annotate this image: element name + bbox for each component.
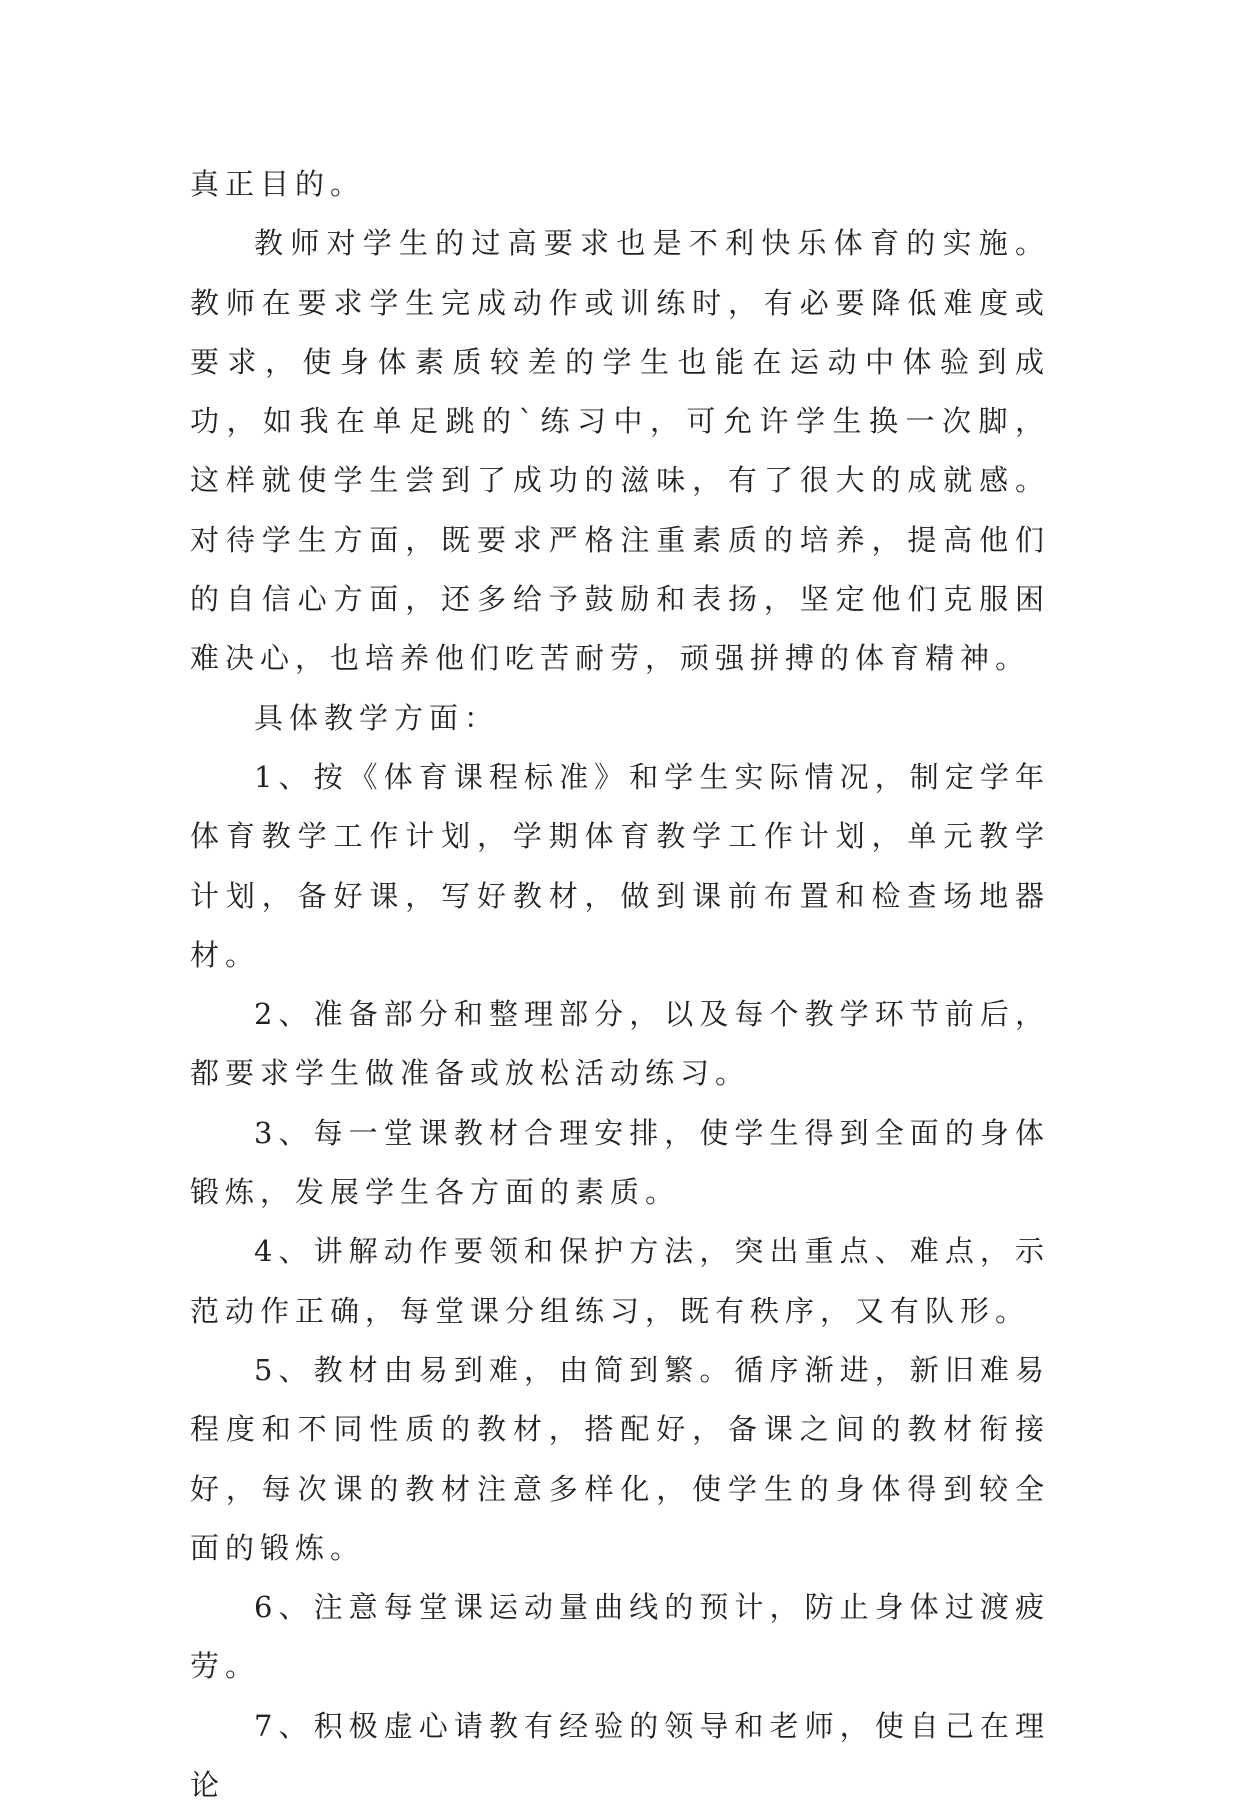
paragraph-7: 4、讲解动作要领和保护方法，突出重点、难点，示范动作正确，每堂课分组练习，既有秩序，又有队形。 [190, 1234, 1050, 1328]
paragraph-10: 7、积极虚心请教有经验的领导和老师，使自己在理论 [190, 1708, 1050, 1803]
paragraph-1: 真正目的。 [190, 167, 366, 201]
paragraph-8: 5、教材由易到难，由简到繁。循序渐进，新旧难易程度和不同性质的教材，搭配好，备课之间的教材衔接好，每次课的教材注意多样化，使学生的身体得到较全面的锻炼。 [190, 1352, 1050, 1565]
paragraph-2: 教师对学生的过高要求也是不利快乐体育的实施。教师在要求学生完成动作或训练时，有必要降低难度或要求，使身体素质较差的学生也能在运动中体验到成功，如我在单足跳的`练习中，可允许学生换一次脚，这样就使学生尝到了成功的滋味，有了很大的成就感。对待学生方面，既要求严格注重素质的培养，提高他们的自信心方面，还多给予鼓励和表扬，坚定他们克服困难决心，也培养他们吃苦耐劳，顽强拼搏的体育精神。 [190, 226, 1050, 676]
paragraph-5: 2、准备部分和整理部分，以及每个教学环节前后，都要求学生做准备或放松活动练习。 [190, 997, 1050, 1091]
paragraph-6: 3、每一堂课教材合理安排，使学生得到全面的身体锻炼，发展学生各方面的素质。 [190, 1115, 1050, 1210]
document-body [190, 155, 1050, 1815]
paragraph-4: 1、按《体育课程标准》和学生实际情况，制定学年体育教学工作计划，学期体育教学工作计划，单元教学计划，备好课，写好教材，做到课前布置和检查场地器材。 [190, 759, 1050, 972]
paragraph-3: 具体教学方面： [254, 700, 500, 735]
paragraph-9: 6、注意每堂课运动量曲线的预计，防止身体过渡疲劳。 [190, 1590, 1050, 1684]
